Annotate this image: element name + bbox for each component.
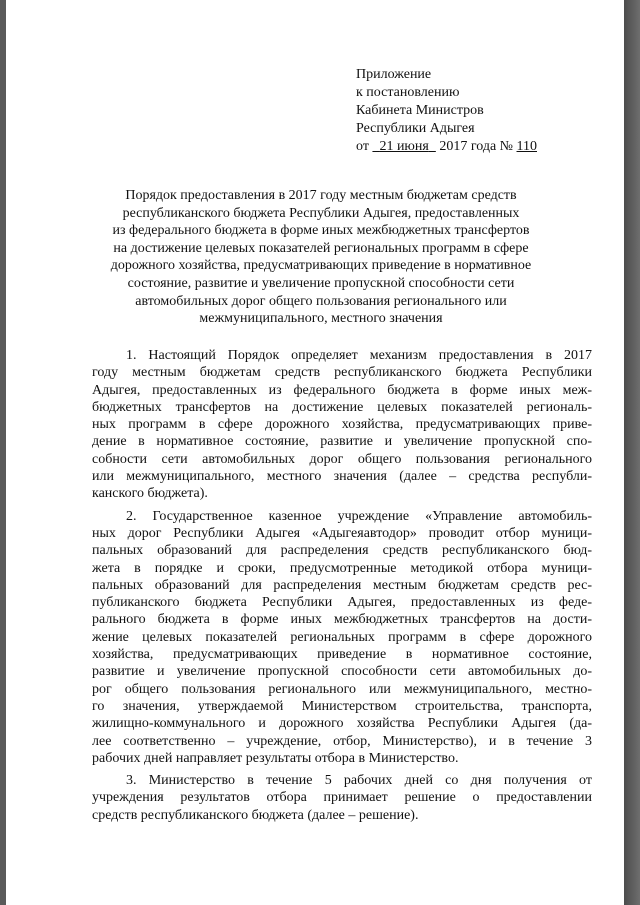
document-body <box>92 347 592 829</box>
paragraph-line: учреждения результатов отбора принимает решение о предоставлении <box>92 790 592 806</box>
title-line: межмуниципального, местного значения <box>199 311 443 327</box>
paragraph-line: ных дорог Республики Адыгея «Адыгеяавтодор» проводит отбор муници- <box>92 525 592 541</box>
title-line: автомобильных дорог общего пользования регионального или <box>135 293 507 309</box>
paragraph-line: жилищно-коммунального и дорожного хозяйства Республики Адыгея (да- <box>92 716 592 732</box>
title-line: республиканского бюджета Республики Адыгея, предоставленных <box>122 205 520 221</box>
paragraph-line: бюджетных трансфертов на достижение целевых показателей региональ- <box>92 399 592 415</box>
paragraph-line: рабочих дней направляет результаты отбора в Министерство. <box>92 750 459 766</box>
scan-edge <box>624 0 640 905</box>
title-line: на достижение целевых показателей региональных программ в сфере <box>113 240 529 256</box>
paragraph <box>92 347 592 503</box>
paragraph-line: 1. Настоящий Порядок определяет механизм предоставления в 2017 <box>126 348 592 363</box>
appendix-line: Приложение <box>356 67 432 82</box>
year-text: 2017 года № <box>439 139 514 154</box>
title-line: из федерального бюджета в форме иных межбюджетных трансфертов <box>112 223 530 239</box>
paragraph-line: развитие и увеличение пропускной способности сети автомобильных до- <box>92 664 592 680</box>
appendix-line: Кабинета Министров <box>356 103 484 118</box>
paragraph-line: дение в нормативное состояние, развитие и увеличение пропускной спо- <box>92 434 592 450</box>
document-title <box>80 187 562 328</box>
date-text: 21 июня <box>379 139 429 154</box>
paragraph-line: публиканского бюджета Республики Адыгея, предоставленных из феде- <box>92 595 592 611</box>
paragraph-line: пальных образований для распределения местным бюджетам средств рес- <box>92 577 592 593</box>
document-page <box>6 0 624 905</box>
paragraph-line: жение целевых показателей региональных программ в сфере дорожного <box>92 629 592 645</box>
paragraph-line: или межмуниципального, местного значения (далее – средства республи- <box>92 469 592 485</box>
paragraph-line: 3. Министерство в течение 5 рабочих дней со дня получения от <box>126 773 592 789</box>
date-prefix: от <box>356 139 369 154</box>
appendix-line: Республики Адыгея <box>356 121 475 136</box>
paragraph-line: рог общего пользования регионального или межмуниципального, местно- <box>92 681 592 697</box>
paragraph-line: рального бюджета в форме иных межбюджетных трансфертов на дости- <box>92 612 592 628</box>
title-line: Порядок предоставления в 2017 году местным бюджетам средств <box>125 188 517 203</box>
appendix-date-line <box>356 138 537 156</box>
decree-number: 110 <box>516 139 537 154</box>
appendix-block <box>356 66 537 156</box>
paragraph-line: канского бюджета). <box>92 486 208 502</box>
paragraph-line: лее соответственно – учреждение, отбор, Министерство), и в течение 3 <box>92 733 592 749</box>
paragraph-line: собности сети автомобильных дорог общего пользования регионального <box>92 451 592 467</box>
paragraph <box>92 508 592 767</box>
paragraph-line: Адыгея, предоставленных из федерального бюджета в форме иных меж- <box>92 382 592 398</box>
paragraph-line: пальных образований для распределения средств республиканского бюд- <box>92 543 592 559</box>
title-line: дорожного хозяйства, предусматривающих приведение в нормативное <box>110 258 532 274</box>
paragraph-line: средств республиканского бюджета (далее – решение). <box>92 807 419 823</box>
paragraph-line: 2. Государственное казенное учреждение «Управление автомобиль- <box>126 508 592 524</box>
paragraph <box>92 772 592 824</box>
title-line: состояние, развитие и увеличение пропускной способности сети <box>127 275 515 291</box>
appendix-line: к постановлению <box>356 85 460 100</box>
paragraph-line: году местным бюджетам средств республиканского бюджета Республики <box>92 365 592 381</box>
paragraph-line: ных программ в сфере дорожного хозяйства, предусматривающих приве- <box>92 417 592 433</box>
paragraph-line: хозяйства, предусматривающих приведение в нормативное состояние, <box>92 647 592 663</box>
paragraph-line: го значения, утверждаемой Министерством строительства, транспорта, <box>92 698 592 714</box>
paragraph-line: жета в порядке и сроки, предусмотренные методикой отбора муници- <box>92 560 592 576</box>
date-value <box>372 139 435 154</box>
